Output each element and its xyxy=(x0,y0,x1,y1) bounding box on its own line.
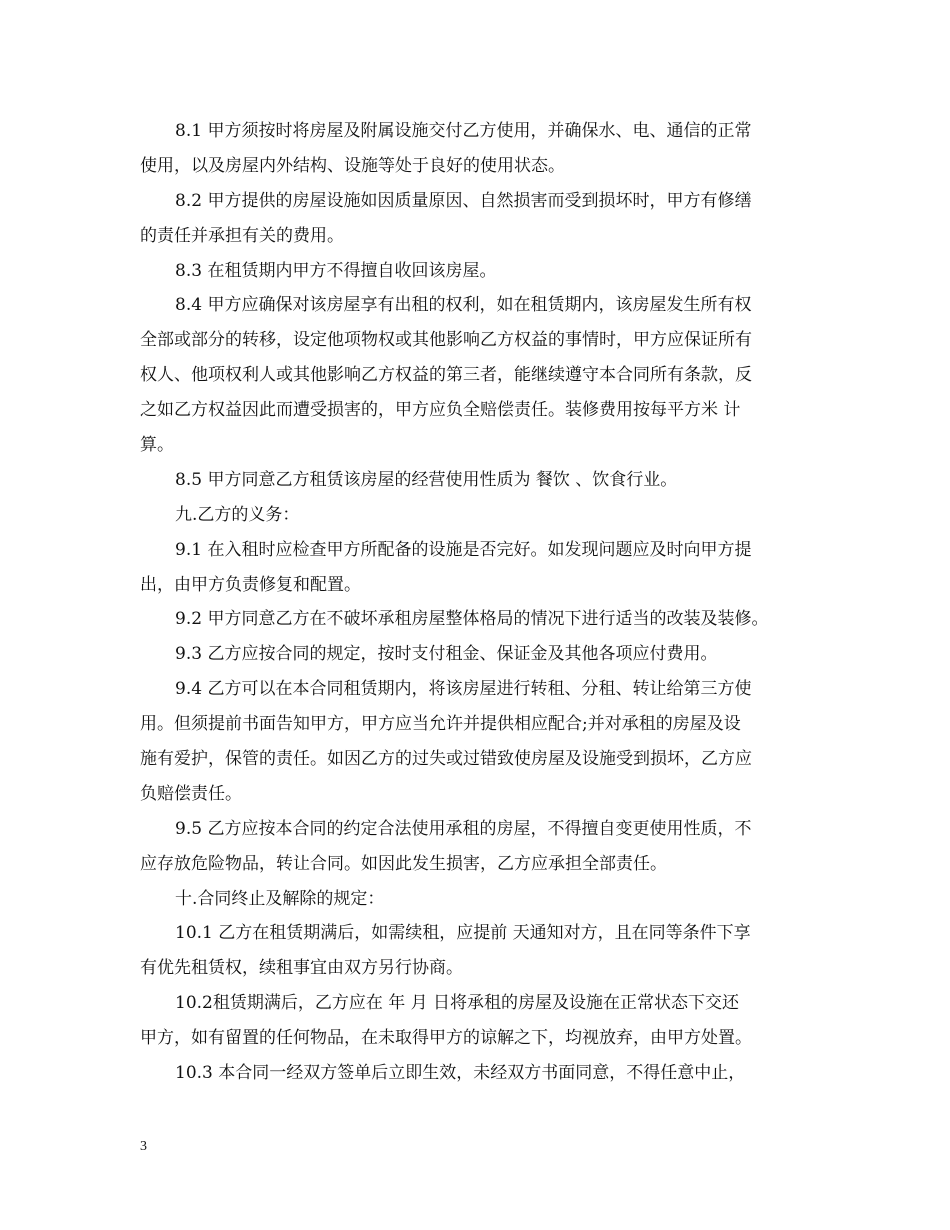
section-9-heading: 九.乙方的义务： xyxy=(175,504,300,525)
clause-9-4-line-1: 9.4 乙方可以在本合同租赁期内，将该房屋进行转租、分租、转让给第三方使 xyxy=(175,679,752,700)
clause-8-2-line-2: 的责任并承担有关的费用。 xyxy=(140,225,344,246)
clause-8-3-line-1: 8.3 在租赁期内甲方不得擅自收回该房屋。 xyxy=(175,260,497,281)
clause-10-1-line-2: 有优先租赁权，续租事宜由双方另行协商。 xyxy=(140,958,463,979)
clause-9-4-line-3: 施有爱护，保管的责任。如因乙方的过失或过错致使房屋及设施受到损坏，乙方应 xyxy=(140,749,752,770)
clause-9-4-line-2: 用。但须提前书面告知甲方，甲方应当允许并提供相应配合;并对承租的房屋及设 xyxy=(140,714,741,735)
clause-10-3-line-1: 10.3 本合同一经双方签单后立即生效，未经双方书面同意，不得任意中止， xyxy=(175,1063,746,1084)
clause-8-1-line-2: 使用，以及房屋内外结构、设施等处于良好的使用状态。 xyxy=(140,155,565,176)
page-number: 3 xyxy=(140,1139,147,1154)
clause-9-1-line-1: 9.1 在入租时应检查甲方所配备的设施是否完好。如发现问题应及时向甲方提 xyxy=(175,539,752,560)
clause-9-1-line-2: 出，由甲方负责修复和配置。 xyxy=(140,574,361,595)
clause-10-2-line-1: 10.2租赁期满后，乙方应在 年 月 日将承租的房屋及设施在正常状态下交还 xyxy=(175,993,740,1014)
clause-9-5-line-1: 9.5 乙方应按本合同的约定合法使用承租的房屋，不得擅自变更使用性质，不 xyxy=(175,818,752,839)
section-10-heading: 十.合同终止及解除的规定： xyxy=(175,888,385,909)
clause-9-4-line-4: 负赔偿责任。 xyxy=(140,783,242,804)
clause-8-5-line-1: 8.5 甲方同意乙方租赁该房屋的经营使用性质为 餐饮 、饮食行业。 xyxy=(175,469,678,490)
clause-9-2-line-1: 9.2 甲方同意乙方在不破坏承租房屋整体格局的情况下进行适当的改装及装修。 xyxy=(175,609,769,630)
clause-10-1-line-1: 10.1 乙方在租赁期满后，如需续租，应提前 天通知对方，且在同等条件下享 xyxy=(175,923,751,944)
clause-10-2-line-2: 甲方，如有留置的任何物品，在未取得甲方的谅解之下，均视放弃，由甲方处置。 xyxy=(140,1028,752,1049)
contract-body xyxy=(140,114,830,1091)
clause-8-2-line-1: 8.2 甲方提供的房屋设施如因质量原因、自然损害而受到损坏时，甲方有修缮 xyxy=(175,190,752,211)
clause-8-4-line-2: 全部或部分的转移，设定他项物权或其他影响乙方权益的事情时，甲方应保证所有 xyxy=(140,330,752,351)
clause-8-4-line-1: 8.4 甲方应确保对该房屋享有出租的权利，如在租赁期内，该房屋发生所有权 xyxy=(175,295,752,316)
clause-8-4-line-5: 算。 xyxy=(140,435,174,456)
clause-8-1-line-1: 8.1 甲方须按时将房屋及附属设施交付乙方使用，并确保水、电、通信的正常 xyxy=(175,121,752,141)
clause-8-4-line-4: 之如乙方权益因此而遭受损害的，甲方应负全赔偿责任。装修费用按每平方米 计 xyxy=(140,400,741,421)
clause-8-4-line-3: 权人、他项权利人或其他影响乙方权益的第三者，能继续遵守本合同所有条款，反 xyxy=(140,365,752,386)
clause-9-3-line-1: 9.3 乙方应按合同的规定，按时支付租金、保证金及其他各项应付费用。 xyxy=(175,644,718,665)
clause-9-5-line-2: 应存放危险物品，转让合同。如因此发生损害，乙方应承担全部责任。 xyxy=(140,853,667,874)
